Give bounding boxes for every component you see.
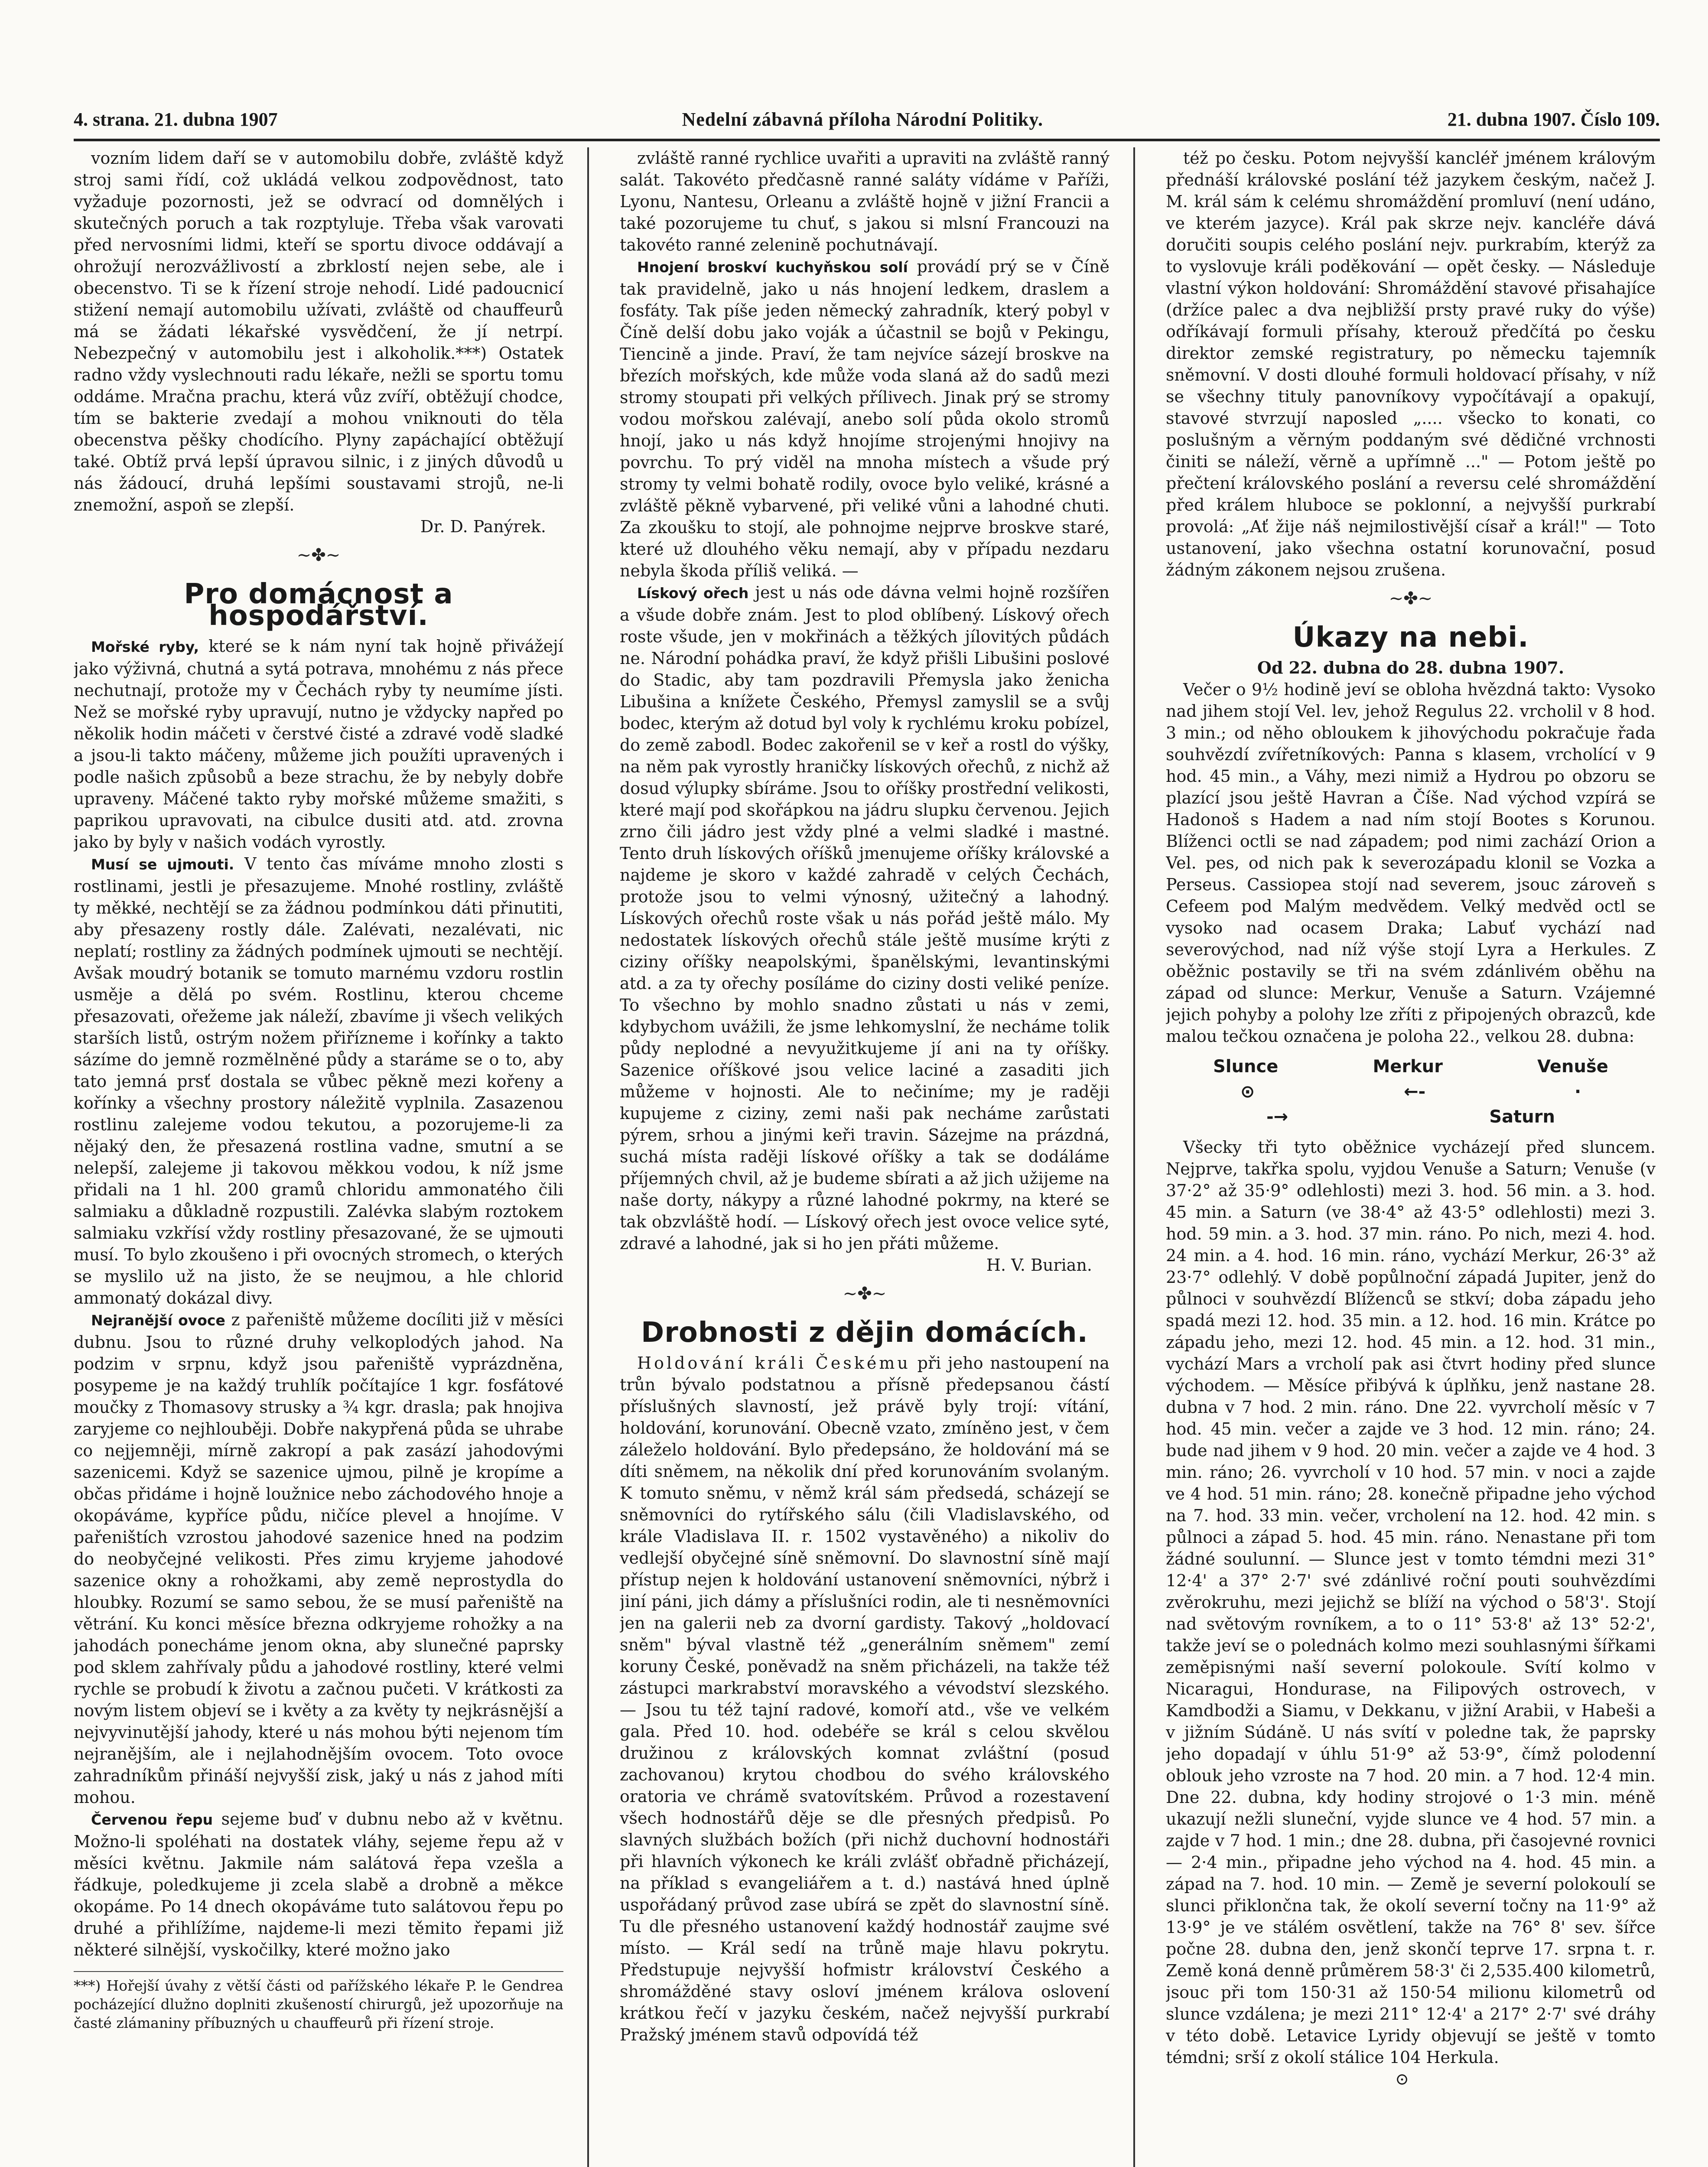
article-holdovani: Holdování králi Českému při jeho nastoupení na trůn bývalo podstatnou a přísně předepsanou částí příslušných slavností, jež právě byly trojí: vítání, holdování, korunování. Obecně vzato, zmíněno jest, v čem záleželo holdování. Bylo předepsáno, že holdování má se díti sněmem, na několik dní před korunováním svolaným. K tomuto sněmu, v němž král sám předsedá, scházejí se sněmovníci do rytířského sálu (čili Vladislavského, od krále Vladislava II. r. 1502 vystavěného) a nikoliv do vedlejší obyčejné síně sněmovní. Do slavnostní síně mají přístup nejen k holdování ustanovení sněmovníci, nýbrž i jiní páni, jich dámy a příslušníci rodin, ale ti nesněmovníci jen na galerii neb za dvorní gardisty. Takový „holdovací sněm" býval vlastně též „generálním sněmem" zemí koruny České, poněvadž na sněm přicházeli, na takže též zástupci markrabství moravského a vévodství slezského. — Jsou tu též tajní radové, komoří atd., vše ve velkém gala. Před 10. hod. odebéře se král s celou skvělou družinou z královských komnat zvláštní (posud zachovanou) krytou chodbou do svého královského oratoria ve chrámě svatovítském. Průvod a rozestavení všech hodnostářů děje se dle přesných předpisů. Po slavných službách božích (při nichž duchovní hodnostáři při hlavních výkonech ke králi zvlášť obřadně přicházejí, na příklad s evangeliářem a t. d.) nastává hned úplně uspořádaný průvod zase ubírá se zpět do slavnostní síně. Tu dle přesného ustanovení každý hodnostář zaujme své místo. — Král sedí na trůně maje hlavu pokrytu. Předstupuje nejvyšší hofmistr království Českého a shromážděné stavy osloví jménem králova oslovení krátkou řečí v jazyku českém, načež nejvyšší purkrabí Pražský jménem stavů odpovídá též — [620, 1354, 1109, 2044]
end-mark: ⊙ — [1395, 2069, 1409, 2089]
section-heading: Úkazy na nebi. — [1292, 621, 1529, 654]
column-1 — [74, 147, 563, 2167]
subhead: Červenou řepu — [91, 1811, 213, 1828]
column-2 — [620, 147, 1109, 2167]
article-broskve: Hnojení broskví kuchyňskou solí provádí prý se v Číně tak pravidelně, jako u nás hnojení ledkem, draslem a fosfáty. Tak píše jeden německý zahradník, který pobyl v Číně delší dobu jako voják a účastnil se bojů v Pekingu, Tiencině a jinde. Praví, že tam nejvíce sázejí broskve na březích mořských, kde může voda slaná až do sadů mezi stromy stoupati při velkých přílivech. Jinak prý se stromy vodou mořskou zalévají, anebo solí půda okolo stromů hnojí, jako u nás když hnojíme strojenými hnojivy na povrchu. To prý viděl na mnoha místech a všude prý stromy ty velmi bohatě rodily, ovoce bylo veliké, krásné a zvláště pěkně vybarvené, při veliké vůni a lahodné chuti. Za zkoušku to stojí, ale pohnojme nejprve broskve staré, které už dlouhého věku nemají, aby v případu nezdaru nebyla škoda příliš veliká. — — [620, 257, 1109, 580]
column-3 — [1166, 147, 1656, 2167]
label-venuse: Venuše — [1537, 1057, 1608, 1077]
newspaper-page — [74, 100, 1660, 2167]
paragraph: též po česku. Potom nejvyšší kancléř jménem královým přednáší královské poslání též jazykem českým, načež J. M. král sám k celému shromáždění promluví (není udáno, ve kterém jazyce). Král pak skrze nejv. kancléře dává doručiti soupis celého poslání nejv. purkrabím, kterýž za to vyslovuje králi poděkování — opět česky. — Následuje vlastní výkon holdování: Shromáždění stavové přisahajíce (držíce palec a dva nejbližší prsty pravé ruky do výše) odříkávají formuli přísahy, kterouž předčítá po česku direktor zemské registratury, po německu tajemník sněmovní. V dosti dlouhé formuli holdovací přísahy, v níž se všechny tituly panovníkovy vypočítávají a opakují, stavové stvrzují naposled „.... všecko to konati, co poslušným a věrným poddaným své dědičné vrchnosti činiti se náleží, věrně a upřímně ..." — Potom ještě po přečtení královského poslání a reversu celé shromáždění před králem hluboce se poklonní, a nejvyšší purkrabí provolá: „Ať žije náš nejmilostivější císař a král!" — Toto ustanovení, jako všechna ostatní korunovační, posud žádným zákonem nejsou zrušena. — [1166, 149, 1656, 579]
ornament: ~✤~ — [843, 1284, 887, 1304]
arrow-right-icon: -→ — [1266, 1107, 1288, 1127]
page-header — [74, 100, 1660, 141]
subhead: Nejranější ovoce — [91, 1312, 225, 1329]
subhead: Mořské ryby, — [91, 638, 199, 655]
ornament: ~✤~ — [1389, 589, 1433, 608]
paragraph: Večer o 9½ hodině jeví se obloha hvězdná takto: Vysoko nad jihem stojí Vel. lev, jehož Regulus 22. vrcholil v 8 hod. 3 min.; od něho obloukem k jihovýchodu pokračuje řada souhvězdí zvířetníkových: Panna s klasem, vrcholící v 9 hod. 45 min., a Váhy, mezi nimiž a Hydrou po obzoru se plazící jsou ještě Havran a Číše. Nad východ vzpírá se Hadonoš s Hadem a nad ním stojí Bootes s Korunou. Blíženci octli se nad západem; pod nimi zachází Orion a Vel. pes, od nich pak k severozápadu klonil se Vozka a Perseus. Cassiopea stojí nad severem, jsouc zároveň s Cefeem pod Malým medvědem. Velký medvěd octl se vysoko nad ocasem Draka; Labuť vychází nad severovýchod, nad níž výše stojí Lyra a Herkules. Z oběžnic postavily se tři na svém zdánlivém oběhu na západ od slunce: Merkur, Venuše a Saturn. Vzájemné jejich pohyby a polohy lze zříti z připojených obrazců, kde malou tečkou označena je poloha 22., velkou 28. dubna: — [1166, 680, 1656, 1046]
article-ovoce: Nejranější ovoce z pařeniště můžeme docíliti již v měsíci dubnu. Jsou to různé druhy velkoplodých jahod. Na podzim v srpnu, když jsou pařeniště vyprázdněna, posypeme je na každý truhlík počítajíce 1 kgr. fosfátové moučky z Thomasovy strusky a ¾ kgr. drasla; pak hnojiva zaryjeme co nejhlouběji. Dobře nakypřená půda se uhrabe co nejjemněji, mírně zakropí a pak zasází jahodovými sazenicemi. Když se sazenice ujmou, pilně je kropíme a občas přidáme i hojně loužnice nebo záchodového hnoje a okopáváme, kypříce půdu, ničíce plevel a hnojíme. V pařeništích vzrostou jahodové sazenice hned na podzim do neobyčejné velikosti. Přes zimu kryjeme jahodové sazenice okny a rohožkami, aby země neprostydla do hloubky. Rozumí se samo sebou, že se musí pařeniště na větrání. Ku konci měsíce března odkryjeme rohožky a na jahodách ponecháme jenom okna, aby slunečné paprsky pod sklem zahřívaly půdu a jahodové rostliny, které velmi rychle se probudí k životu a začnou pučeti. V krátkosti za novým listem objeví se i květy a za květy ty nejkrásnější a nejvyvinutější jahody, které u nás mohou býti nejenom tím nejranějším, ale i nejlahodnějším ovocem. Toto ovoce zahradníkům přináší nejvyšší zisk, jaký u nás z jahod míti mohou. — [74, 1310, 563, 1807]
signature: H. V. Burian. — [986, 1256, 1092, 1275]
label-saturn: Saturn — [1489, 1107, 1555, 1127]
planet-diagram — [1166, 1056, 1656, 1128]
signature: Dr. D. Panýrek. — [420, 517, 546, 536]
article-ryby: Mořské ryby, které se k nám nyní tak hojně přivážejí jako výživná, chutná a sytá potrava, mnohému z nás přece nechutnají, protože my v Čechách ryby ty neumíme jísti. Než se mořské ryby upravují, nutno je vždycky napřed po několik hodin máčeti v čerstvé čisté a zdravé vodě sladké a jsou-li takto máčeny, můžeme jich použíti upravených i podle našich způsobů a beze strachu, že by nebyly dobře upraveny. Máčené takto ryby mořské můžeme smažiti, s paprikou upravovati, na cibulce dusiti atd. atd. zrovna jako by byly v našich vodách vyrostly. — [74, 637, 563, 852]
header-right: 21. dubna 1907. Číslo 109. — [1447, 108, 1660, 130]
date-range: Od 22. dubna do 28. dubna 1907. — [1257, 658, 1565, 677]
dot-icon: · — [1574, 1082, 1581, 1102]
column-rule — [1133, 147, 1135, 2167]
arrow-left-icon: ←- — [1404, 1082, 1426, 1102]
subhead: Holdování králi Českému — [637, 1354, 911, 1373]
article-orech: Lískový ořech jest u nás ode dávna velmi hojně rozšířen a všude dobře znám. Jest to plod oblíbený. Lískový ořech roste všude, jen v mokřinách a těžkých jílovitých půdách ne. Národní pohádka praví, že když přišli Libušini poslové do Stadic, aby tam pozdravili Přemysla jako ženicha Libušina a knížete Českého, Přemysl zamyslil se a svůj bodec, kterým až dotud byl voly k rychlému kroku pobízel, do země zabodl. Bodec zakořenil se v keř a rostl do výšky, na něm pak vyrostly hraničky lískových ořechů, z nichž až dosud výlupky sbíráme. Jsou to oříšky prostřední velikosti, které mají pod skořápkou na jádru slupku červenou. Jejich zrno čili jádro jest vždy plné a velmi sladké i mastné. Tento druh lískových oříšků jmenujeme oříšky královské a najdeme je skoro v každé zahradě v celých Čechách, protože jsou to velmi výnosný, užitečný a lahodný. Lískových ořechů roste však u nás pořád ještě málo. My nedostatek lískových ořechů stále ještě musíme krýti z ciziny oříšky neapolskými, španělskými, levantinskými atd. a za ty ořechy posíláme do ciziny dosti veliké peníze. To všechno by mohlo snadno zůstati u nás v zemi, kdybychom uvážili, že jsme lehkomyslní, že necháme tolik půdy neplodné a nevyužitkujeme jí ani na ty oříšky. Sazenice oříškové jsou velice laciné a zasaditi jich můžeme v hojnosti. Ale to nečiníme; my je raději kupujeme z ciziny, zemi naši pak necháme zarůstati pýrem, srhou a jinými keři travin. Sázejme na prázdná, suchá místa raději lískové oříšky a tak se dodáláme příjemných chvil, až je budeme sbírati a až jich užijeme na naše dorty, nákypy a různé lahodné pokrmy, na které se tak obzvláště hodí. — Lískový ořech jest ovoce velice syté, zdravé a lahodné, jak si ho jen přáti můžeme. — [620, 583, 1109, 1253]
paragraph: vozním lidem daří se v automobilu dobře, zvláště když stroj sami řídí, což ukládá velkou zodpovědnost, tato vyžaduje pozornosti, jež se odvrací od domnělých i skutečných poruch a tak rozptyluje. Třeba však varovati před nervosními lidmi, kteří se sportu divoce oddávají a ohrožují nerozvážlivostí a zbrklostí nejen sebe, ale i obecenstvo. Ti se k řízení stroje nehodí. Lidé padoucnicí stižení nemají automobilu užívati, zvláště od chauffeurů má se žádati lékařské vysvědčení, že jí netrpí. Nebezpečný v automobilu jest i alkoholik.***) Ostatek radno vždy vyslechnouti radu lékaře, nežli se sportu tomu oddáme. Mračna prachu, která vůz zvíří, obtěžují chodce, tím se bakterie zvedají a mohou vniknouti do těla obecenstva pěšky chodícího. Plyny zapáchající obtěžují také. Obtíž prvá lepší úpravou silnic, i z jiných důvodů u nás žádoucí, druhá lepšími soustavami strojů, ne-li znemožní, aspoň se zlepší. — [74, 149, 563, 514]
section-heading: Pro domácnost a hospodářství. — [184, 578, 453, 632]
sun-icon: ⊙ — [1240, 1082, 1255, 1102]
label-merkur: Merkur — [1373, 1057, 1443, 1077]
paragraph: zvláště ranné rychlice uvařiti a upraviti na zvláště ranný salát. Takovéto předčasně ranné saláty vídáme v Paříži, Lyonu, Nantesu, Orleanu a zvláště hojně v jižní Francii a také pozorujeme tu chuť, s jakou si mlsní Francouzi na takovéto ranné zelenině pochutnávají. — [620, 149, 1109, 254]
article-repa: Červenou řepu sejeme buď v dubnu nebo až v květnu. Možno-li spoléhati na dostatek vláhy, sejeme řepu až v měsíci květnu. Jakmile nám salátová řepa vzešla a řádkuje, poledkujeme ji zcela slabě a drobně a měkce okopáme. Po 14 dnech okopáváme tuto salátovou řepu po druhé a přihlížíme, najdeme-li mezi těmito řepami již některé silnější, vyskočilky, které možno jako — [74, 1809, 563, 1959]
article-ujmouti: Musí se ujmouti. V tento čas míváme mnoho zlosti s rostlinami, jestli je přesazujeme. Mnohé rostliny, zvláště ty měkké, nechtějí se za žádnou podmínkou dáti přinutiti, aby přesazeny rostly dále. Zalévati, nezalévati, nic neplatí; rostliny za žádných podmínek ujmouti se nechtějí. Avšak moudrý botanik se tomuto marnému vzdoru rostlin usměje a dělá po svém. Rostlinu, kterou chceme přesazovati, ořežeme jak náleží, zbavíme ji všech velikých starších listů, ostrým nožem přiřízneme i kořínky a takto sázíme do jemně rozmělněné půdy a staráme se o to, aby tato jemná prsť dostala se vůbec pěkně mezi kořeny a kořínky a všechny prostory náležitě vyplnila. Zasazenou rostlinu zalejeme vodou tekutou, a pozorujeme-li za nějaký den, že přesazená rostlina vadne, smutní a se nelepší, zalejeme ji takovou měkkou vodou, k níž jsme přidali na 1 hl. 200 gramů chloridu ammonatého čili salmiaku a důkladně rozpustili. Zalévka slabým roztokem salmiaku vzkřísí vždy rostliny přesazované, že se ujmouti musí. To bylo zkoušeno i při ovocných stromech, o kterých se myslilo už na jisto, že se neujmou, a hle chlorid ammonatý dokázal divy. — [74, 854, 563, 1308]
column-rule — [587, 147, 589, 2167]
subhead: Hnojení broskví kuchyňskou solí — [637, 259, 908, 276]
subhead: Lískový ořech — [637, 585, 749, 602]
header-left: 4. strana. 21. dubna 1907 — [74, 108, 278, 130]
subhead: Musí se ujmouti. — [91, 856, 234, 873]
header-center: Nedelní zábavná příloha Národní Politiky. — [682, 108, 1043, 130]
label-slunce: Slunce — [1213, 1057, 1279, 1077]
section-heading: Drobnosti z dějin domácích. — [641, 1317, 1088, 1349]
footnote: ***) Hořejší úvahy z větší části od pařížského lékaře P. le Gendrea pocházející dlužno doplniti zkušeností chirurgů, jež upozorňuje na časté zlámaniny příbuzných u chauffeurů při řízení stroje. — [74, 1971, 563, 2032]
ornament: ~✤~ — [296, 545, 341, 565]
paragraph: Všecky tři tyto oběžnice vycházejí před sluncem. Nejprve, takřka spolu, vyjdou Venuše a Saturn; Venuše (v 37·2° až 35·9° odlehlosti) mezi 3. hod. 56 min. a 3. hod. 45 min. a Saturn (ve 38·4° až 43·5° odlehlosti) mezi 3. hod. 59 min. a 3. hod. 37 min. ráno. Po nich, mezi 4. hod. 24 min. a 4. hod. 16 min. ráno, vychází Merkur, 26·3° až 23·7° odlehlý. V době popůlnoční západá Jupiter, jenž do půlnoci v souhvězdí Blíženců se stkví; doba západu jeho spadá mezi 12. hod. 35 min. a 12. hod. 16 min. Krátce po západu jeho, mezi 12. hod. 45 min. a 12. hod. 31 min., vychází Mars a vrcholí pak asi čtvrt hodiny před slunce východem. — Měsíce přibývá k úplňku, jenž nastane 28. dubna v 7 hod. 2 min. ráno. Dne 22. vyvrcholí měsíc v 7 hod. 45 min. večer a zajde ve 3 hod. 12 min. ráno; 24. bude nad jihem v 9 hod. 20 min. večer a zajde ve 4 hod. 3 min. ráno; 26. vyvrcholí v 10 hod. 57 min. v noci a zajde ve 4 hod. 51 min. ráno; 28. konečně připadne jeho východ na 7. hod. 33 min. večer, vrcholení na 12. hod. 42 min. s půlnoci a západ 5. hod. 45 min. ráno. Nenastane při tom žádné soulunní. — Slunce jest v tomto témdni mezi 31° 12·4' a 37° 2·7' své zdánlivé roční pouti souhvězdími zvěrokruhu, mezi jejichž se blíží na východ o 58'3'. Stojí nad světovým rovníkem, a to o 11° 53·8' až 13° 52·2', takže jeví se o polednách kolmo mezi souhlasnými šířkami zeměpisnými naší severní polokoule. Svítí kolmo v Nicaragui, Hondurase, na Filipových ostrovech, v Kamdbodži a Siamu, v Dekkanu, v jižní Arabii, v Habeši a v jižním Súdáně. U nás svítí v poledne tak, že paprsky jeho dopadají v úhlu 51·9° až 53·9°, čímž polodenní oblouk jeho vzroste na 7 hod. 20 min. a 7 hod. 12·4 min. Dne 22. dubna, kdy hodiny strojové o 1·3 min. méně ukazují nežli sluneční, vyjde slunce ve 4 hod. 57 min. a zajde v 7 hod. 1 min.; dne 28. dubna, při časojevné rovnici — 2·4 min., připadne jeho východ na 4. hod. 45 min. a západ na 7. hod. 10 min. — Země je severní polokoulí se slunci přiklončna tak, že okolí severní točny na 11·9° až 13·9° je ve stálém osvětlení, takže na 76° 8' sev. šířce počne 28. dubna den, jenž skončí teprve 17. srpna t. r. Země koná denně průměrem 58·3' či 2,535.400 kilometrů, jsouc při tom 150·31 až 150·54 milionu kilometrů od slunce vzdálena; je mezi 211° 12·4' a 217° 2·7' své dráhy v této době. Letavice Lyridy objevují se ještě v tomto témdni; srší z okolí stálice 104 Herkula. — [1166, 1138, 1656, 2067]
